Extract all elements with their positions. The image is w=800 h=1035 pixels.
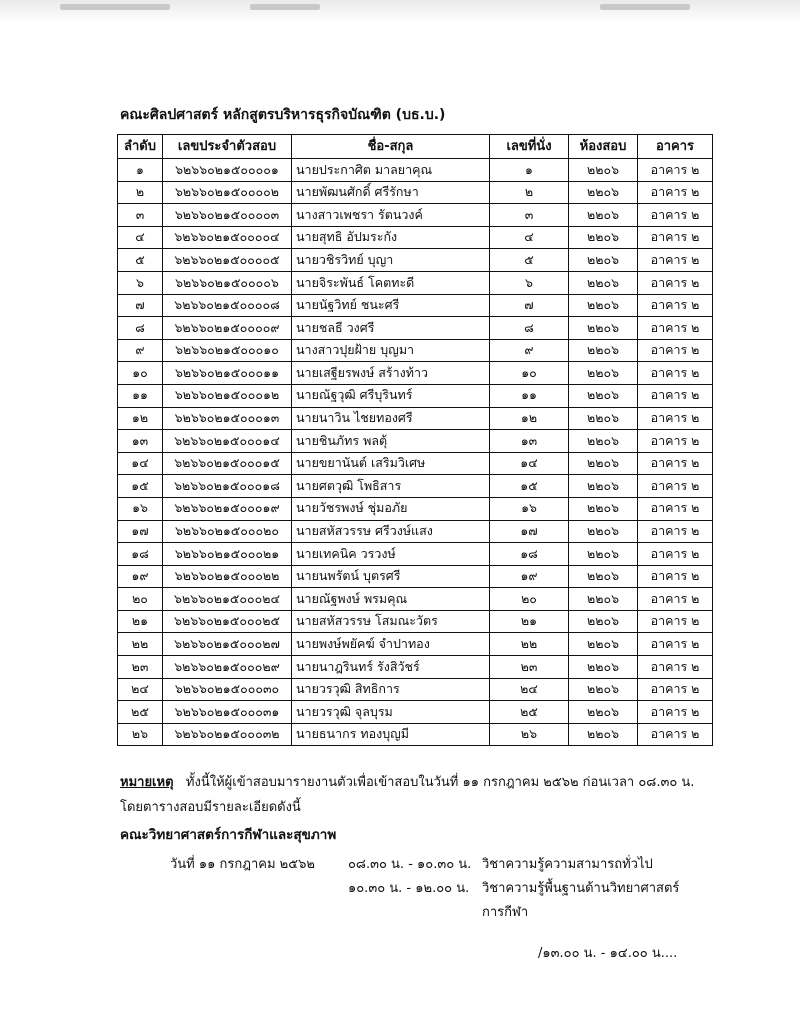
- cell-name: นายนาฎรินทร์ รังสิวัชร์: [292, 656, 490, 679]
- cell-building: อาคาร ๒: [638, 543, 713, 566]
- cell-order: ๓: [118, 204, 163, 227]
- cell-building: อาคาร ๒: [638, 520, 713, 543]
- col-header-exam-id: เลขประจำตัวสอบ: [163, 135, 292, 159]
- cell-room: ๒๒๐๖: [569, 656, 638, 679]
- cell-seat: ๒๔: [490, 678, 569, 701]
- cell-seat: ๙: [490, 339, 569, 362]
- cell-building: อาคาร ๒: [638, 407, 713, 430]
- cell-seat: ๑๘: [490, 543, 569, 566]
- cell-name: นายสหัสวรรษ ศรีวงษ์แสง: [292, 520, 490, 543]
- table-row: [118, 543, 713, 566]
- cell-exam-id: ๖๒๖๖๐๒๑๕๐๐๐๓๒: [163, 723, 292, 746]
- cell-name: นายวชิรวิทย์ บุญา: [292, 249, 490, 272]
- table-row: [118, 317, 713, 340]
- cell-seat: ๒๐: [490, 588, 569, 611]
- table-row: [118, 565, 713, 588]
- cell-order: ๒๐: [118, 588, 163, 611]
- cell-building: อาคาร ๒: [638, 159, 713, 182]
- cell-building: อาคาร ๒: [638, 723, 713, 746]
- faculty-heading: คณะศิลปศาสตร์ หลักสูตรบริหารธุรกิจบัณฑิต (บธ.บ.): [120, 107, 446, 123]
- col-header-seat: เลขที่นั่ง: [490, 135, 569, 159]
- note-line-1: [120, 770, 720, 795]
- table-row: [118, 384, 713, 407]
- cell-building: อาคาร ๒: [638, 633, 713, 656]
- cell-room: ๒๒๐๖: [569, 226, 638, 249]
- table-row: [118, 294, 713, 317]
- cell-seat: ๑๓: [490, 430, 569, 453]
- cell-building: อาคาร ๒: [638, 181, 713, 204]
- continuation-footer: /๑๓.๐๐ น. - ๑๔.๐๐ น....: [538, 946, 678, 961]
- table-row: [118, 159, 713, 182]
- cell-room: ๒๒๐๖: [569, 633, 638, 656]
- cell-order: ๔: [118, 226, 163, 249]
- cell-exam-id: ๖๒๖๖๐๒๑๕๐๐๐๐๙: [163, 317, 292, 340]
- cell-seat: ๑: [490, 159, 569, 182]
- table-row: [118, 430, 713, 453]
- cell-room: ๒๒๐๖: [569, 475, 638, 498]
- cell-name: นายนพรัตน์ บุตรศรี: [292, 565, 490, 588]
- cell-exam-id: ๖๒๖๖๐๒๑๕๐๐๐๐๒: [163, 181, 292, 204]
- cell-room: ๒๒๐๖: [569, 565, 638, 588]
- exam-date: วันที่ ๑๑ กรกฎาคม ๒๕๖๒: [170, 857, 315, 872]
- cell-building: อาคาร ๒: [638, 565, 713, 588]
- cell-building: อาคาร ๒: [638, 384, 713, 407]
- table-row: [118, 588, 713, 611]
- cell-building: อาคาร ๒: [638, 317, 713, 340]
- cell-order: ๑๐: [118, 362, 163, 385]
- cell-exam-id: ๖๒๖๖๐๒๑๕๐๐๐๒๙: [163, 656, 292, 679]
- cell-seat: ๑๕: [490, 475, 569, 498]
- cell-building: อาคาร ๒: [638, 452, 713, 475]
- cell-name: นายนาวิน ไชยทองศรี: [292, 407, 490, 430]
- table-row: [118, 723, 713, 746]
- cell-exam-id: ๖๒๖๖๐๒๑๕๐๐๐๑๓: [163, 407, 292, 430]
- cell-exam-id: ๖๒๖๖๐๒๑๕๐๐๐๒๔: [163, 588, 292, 611]
- cell-order: ๒๒: [118, 633, 163, 656]
- cell-exam-id: ๖๒๖๖๐๒๑๕๐๐๐๓๑: [163, 701, 292, 724]
- note-line-2: โดยตารางสอบมีรายละเอียดดังนี้: [120, 800, 301, 815]
- cell-order: ๑๒: [118, 407, 163, 430]
- cell-room: ๒๒๐๖: [569, 497, 638, 520]
- cell-building: อาคาร ๒: [638, 610, 713, 633]
- cell-seat: ๒๖: [490, 723, 569, 746]
- table-row: [118, 271, 713, 294]
- cell-exam-id: ๖๒๖๖๐๒๑๕๐๐๐๓๐: [163, 678, 292, 701]
- cell-order: ๙: [118, 339, 163, 362]
- cell-room: ๒๒๐๖: [569, 249, 638, 272]
- cell-exam-id: ๖๒๖๖๐๒๑๕๐๐๐๒๗: [163, 633, 292, 656]
- cell-seat: ๑๐: [490, 362, 569, 385]
- cell-room: ๒๒๐๖: [569, 430, 638, 453]
- cell-room: ๒๒๐๖: [569, 362, 638, 385]
- cell-room: ๒๒๐๖: [569, 610, 638, 633]
- table-row: [118, 701, 713, 724]
- cell-exam-id: ๖๒๖๖๐๒๑๕๐๐๐๑๔: [163, 430, 292, 453]
- cell-order: ๑๔: [118, 452, 163, 475]
- cell-seat: ๒: [490, 181, 569, 204]
- cell-order: ๑๙: [118, 565, 163, 588]
- cell-room: ๒๒๐๖: [569, 543, 638, 566]
- cell-name: นายขยานันต์ เสริมวิเศษ: [292, 452, 490, 475]
- cell-building: อาคาร ๒: [638, 339, 713, 362]
- cell-order: ๑๖: [118, 497, 163, 520]
- cell-building: อาคาร ๒: [638, 362, 713, 385]
- table-body: [118, 159, 713, 746]
- cell-room: ๒๒๐๖: [569, 723, 638, 746]
- cell-name: นายสหัสวรรษ โสมณะวัตร: [292, 610, 490, 633]
- cell-seat: ๖: [490, 271, 569, 294]
- table-row: [118, 362, 713, 385]
- cell-room: ๒๒๐๖: [569, 159, 638, 182]
- cell-order: ๗: [118, 294, 163, 317]
- cell-exam-id: ๖๒๖๖๐๒๑๕๐๐๐๑๐: [163, 339, 292, 362]
- cell-order: ๒๓: [118, 656, 163, 679]
- table-row: [118, 407, 713, 430]
- cell-exam-id: ๖๒๖๖๐๒๑๕๐๐๐๒๐: [163, 520, 292, 543]
- cell-name: นายชลธี วงศรี: [292, 317, 490, 340]
- cell-room: ๒๒๐๖: [569, 384, 638, 407]
- cell-exam-id: ๖๒๖๖๐๒๑๕๐๐๐๐๘: [163, 294, 292, 317]
- table-row: [118, 249, 713, 272]
- cell-order: ๒๖: [118, 723, 163, 746]
- cell-name: นายเสฐียรพงษ์ สร้างท้าว: [292, 362, 490, 385]
- cell-seat: ๕: [490, 249, 569, 272]
- cell-building: อาคาร ๒: [638, 475, 713, 498]
- cell-order: ๑๑: [118, 384, 163, 407]
- cell-room: ๒๒๐๖: [569, 407, 638, 430]
- cell-name: นายสุทธิ อัปมระกัง: [292, 226, 490, 249]
- cell-exam-id: ๖๒๖๖๐๒๑๕๐๐๐๒๑: [163, 543, 292, 566]
- cell-building: อาคาร ๒: [638, 226, 713, 249]
- cell-seat: ๑๑: [490, 384, 569, 407]
- table-row: [118, 678, 713, 701]
- cell-exam-id: ๖๒๖๖๐๒๑๕๐๐๐๑๙: [163, 497, 292, 520]
- cell-order: ๒: [118, 181, 163, 204]
- cell-building: อาคาร ๒: [638, 249, 713, 272]
- cell-order: ๒๑: [118, 610, 163, 633]
- cell-room: ๒๒๐๖: [569, 294, 638, 317]
- cell-room: ๒๒๐๖: [569, 452, 638, 475]
- cell-room: ๒๒๐๖: [569, 181, 638, 204]
- cell-room: ๒๒๐๖: [569, 678, 638, 701]
- cell-name: นายณัฐพงษ์ พรมคุณ: [292, 588, 490, 611]
- cell-seat: ๔: [490, 226, 569, 249]
- cell-order: ๑๕: [118, 475, 163, 498]
- cell-seat: ๒๒: [490, 633, 569, 656]
- cell-exam-id: ๖๒๖๖๐๒๑๕๐๐๐๐๓: [163, 204, 292, 227]
- table-row: [118, 339, 713, 362]
- cell-exam-id: ๖๒๖๖๐๒๑๕๐๐๐๐๔: [163, 226, 292, 249]
- cell-seat: ๒๓: [490, 656, 569, 679]
- note-text: ทั้งนี้ให้ผู้เข้าสอบมารายงานตัวเพื่อเข้าสอบในวันที่ ๑๑ กรกฎาคม ๒๕๖๒ ก่อนเวลา ๐๘.๓๐ น.: [185, 775, 695, 790]
- cell-room: ๒๒๐๖: [569, 520, 638, 543]
- schedule-time-1: ๐๘.๓๐ น. - ๑๐.๓๐ น.: [348, 857, 472, 872]
- cell-name: นายพัฒนศักดิ์ ศรีรักษา: [292, 181, 490, 204]
- cell-seat: ๘: [490, 317, 569, 340]
- cell-building: อาคาร ๒: [638, 430, 713, 453]
- col-header-name: ชื่อ-สกุล: [292, 135, 490, 159]
- cell-building: อาคาร ๒: [638, 678, 713, 701]
- cell-seat: ๑๔: [490, 452, 569, 475]
- cell-name: นายนัฐวิทย์ ชนะศรี: [292, 294, 490, 317]
- table-row: [118, 204, 713, 227]
- cell-name: นายวัชรพงษ์ ชุ่มอภัย: [292, 497, 490, 520]
- table-row: [118, 497, 713, 520]
- cell-seat: ๒๕: [490, 701, 569, 724]
- exam-seat-table: [117, 134, 713, 746]
- cell-building: อาคาร ๒: [638, 204, 713, 227]
- table-row: [118, 633, 713, 656]
- cell-name: นายชินภัทร พลตุ้: [292, 430, 490, 453]
- cell-exam-id: ๖๒๖๖๐๒๑๕๐๐๐๑๒: [163, 384, 292, 407]
- cell-building: อาคาร ๒: [638, 271, 713, 294]
- col-header-room: ห้องสอบ: [569, 135, 638, 159]
- cell-building: อาคาร ๒: [638, 497, 713, 520]
- faculty-2-title: คณะวิทยาศาสตร์การกีฬาและสุขภาพ: [120, 827, 337, 843]
- table-row: [118, 610, 713, 633]
- table-row: [118, 226, 713, 249]
- cell-building: อาคาร ๒: [638, 701, 713, 724]
- table-row: [118, 656, 713, 679]
- cell-name: นายศตวุฒิ โพธิสาร: [292, 475, 490, 498]
- cell-seat: ๓: [490, 204, 569, 227]
- col-header-building: อาคาร: [638, 135, 713, 159]
- table-row: [118, 475, 713, 498]
- cell-seat: ๑๒: [490, 407, 569, 430]
- cell-order: ๑๘: [118, 543, 163, 566]
- cell-building: อาคาร ๒: [638, 588, 713, 611]
- cell-order: ๒๔: [118, 678, 163, 701]
- cell-seat: ๗: [490, 294, 569, 317]
- cell-exam-id: ๖๒๖๖๐๒๑๕๐๐๐๐๑: [163, 159, 292, 182]
- cell-order: ๑๓: [118, 430, 163, 453]
- cell-room: ๒๒๐๖: [569, 701, 638, 724]
- cell-seat: ๑๗: [490, 520, 569, 543]
- table-row: [118, 181, 713, 204]
- cell-name: นายณัฐวุฒิ ศรีบุรินทร์: [292, 384, 490, 407]
- cell-name: นายประกาศิต มาลยาคุณ: [292, 159, 490, 182]
- cell-name: นางสาวเพชรา รัตนวงค์: [292, 204, 490, 227]
- note-block: [120, 770, 720, 820]
- cell-name: นายจิระพันธ์ โคตทะดี: [292, 271, 490, 294]
- cell-name: นายเทคนิค วรวงษ์: [292, 543, 490, 566]
- table-row: [118, 520, 713, 543]
- cell-order: ๕: [118, 249, 163, 272]
- cell-room: ๒๒๐๖: [569, 339, 638, 362]
- cell-building: อาคาร ๒: [638, 656, 713, 679]
- schedule-subject-2-cont: การกีฬา: [482, 905, 529, 920]
- cell-room: ๒๒๐๖: [569, 317, 638, 340]
- cell-name: นายธนากร ทองบุญมี: [292, 723, 490, 746]
- cell-exam-id: ๖๒๖๖๐๒๑๕๐๐๐๑๘: [163, 475, 292, 498]
- cell-order: ๖: [118, 271, 163, 294]
- cell-order: ๘: [118, 317, 163, 340]
- cell-exam-id: ๖๒๖๖๐๒๑๕๐๐๐๑๕: [163, 452, 292, 475]
- cell-exam-id: ๖๒๖๖๐๒๑๕๐๐๐๐๖: [163, 271, 292, 294]
- cell-name: นายวรวุฒิ สิทธิการ: [292, 678, 490, 701]
- note-label: หมายเหตุ: [120, 775, 174, 790]
- schedule-time-2: ๑๐.๓๐ น. - ๑๒.๐๐ น.: [348, 881, 470, 896]
- cell-order: ๑: [118, 159, 163, 182]
- schedule-subject-1: วิชาความรู้ความสามารถทั่วไป: [482, 857, 653, 872]
- cell-exam-id: ๖๒๖๖๐๒๑๕๐๐๐๐๕: [163, 249, 292, 272]
- cell-seat: ๑๙: [490, 565, 569, 588]
- cell-name: นายพงษ์พยัคฆ์ จำปาทอง: [292, 633, 490, 656]
- table-row: [118, 452, 713, 475]
- cell-name: นายวรวุฒิ จุลบุรม: [292, 701, 490, 724]
- col-header-order: ลำดับ: [118, 135, 163, 159]
- cell-name: นางสาวปุยฝ้าย บุญมา: [292, 339, 490, 362]
- cell-building: อาคาร ๒: [638, 294, 713, 317]
- cell-order: ๒๕: [118, 701, 163, 724]
- cell-exam-id: ๖๒๖๖๐๒๑๕๐๐๐๒๒: [163, 565, 292, 588]
- cell-exam-id: ๖๒๖๖๐๒๑๕๐๐๐๑๑: [163, 362, 292, 385]
- cell-room: ๒๒๐๖: [569, 204, 638, 227]
- schedule-subject-2: วิชาความรู้พื้นฐานด้านวิทยาศาสตร์: [482, 881, 680, 896]
- cell-seat: ๒๑: [490, 610, 569, 633]
- cell-room: ๒๒๐๖: [569, 588, 638, 611]
- cell-exam-id: ๖๒๖๖๐๒๑๕๐๐๐๒๕: [163, 610, 292, 633]
- cell-room: ๒๒๐๖: [569, 271, 638, 294]
- table-header-row: [118, 135, 713, 159]
- cell-seat: ๑๖: [490, 497, 569, 520]
- cell-order: ๑๗: [118, 520, 163, 543]
